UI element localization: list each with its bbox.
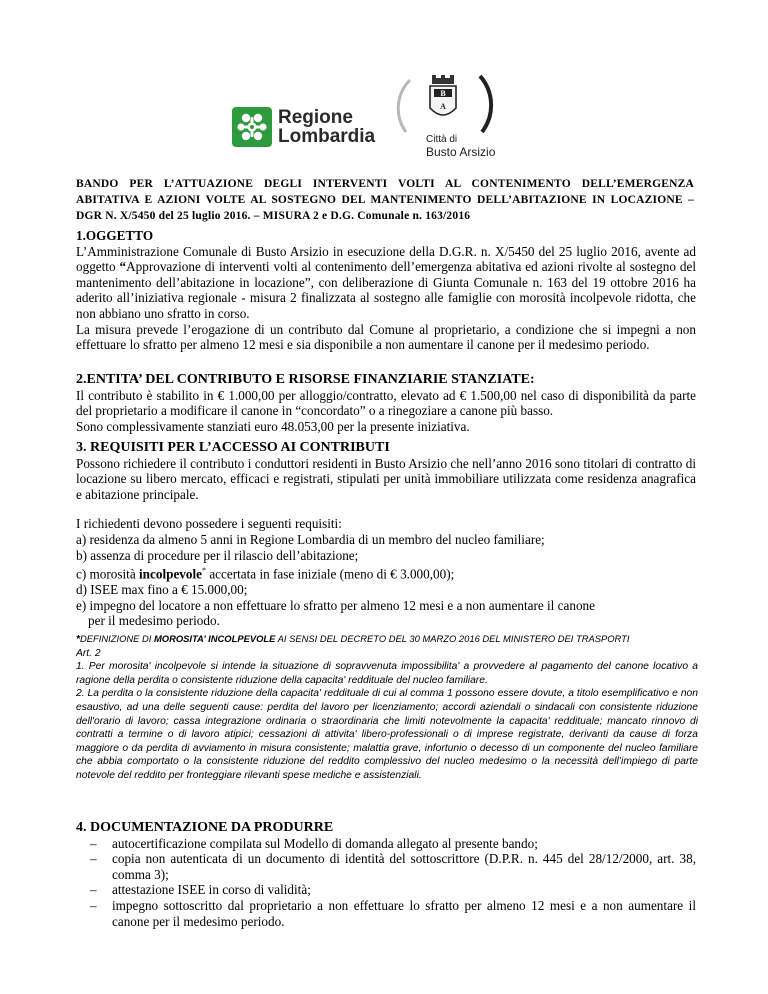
requirement-text: accertata in fase iniziale (meno di € 3.000,00);	[206, 566, 455, 582]
busto-arsizio-label: Busto Arsizio	[426, 145, 496, 159]
definition-note	[76, 632, 698, 783]
note-paragraph: 2. La perdita o la consistente riduzione della capacita' reddituale di cui al comma 1 possono essere dovute, a titolo esemplificativo e non esaustivo, ad una delle seguenti cause: perdita del lavoro per licenziamento; accordi aziendali o sindacali con consistente riduzione dell'orario di lavoro; cassa integrazione ordinaria o straordinaria che limiti notevolmente la capacita' reddituale; mancato rinnovo di contratti a termine o di lavoro atipici; cessazioni di attivita' libero-professionali o di imprese registrate, derivanti da cause di forza maggiore o da perdita di avviamento in misura consistente; malattia grave, infortunio o decesso di un componente del nucleo familiare che abbia comportato o la consistente riduzione del reddito complessivo del nucleo medesimo o la necessità dell’impiego di parte notevole del reddito per fronteggiare rilevanti spese mediche e assistenziali.	[76, 688, 698, 781]
requirement-item: e) impegno del locatore a non effettuare lo sfratto per almeno 12 mesi e a non aumentare il canone	[76, 597, 595, 613]
section-heading: 1.OGGETTO	[76, 228, 154, 243]
footnote-marker: *	[202, 566, 207, 576]
busto-arsizio-logo	[388, 72, 508, 160]
busto-crest-icon	[388, 72, 508, 136]
document-item: – copia non autenticata di un documento di identità del sottoscrittore (D.P.R. n. 445 del 28/12/2000, art. 38, comma 3);	[90, 851, 696, 882]
definition-term: MOROSITA’ INCOLPEVOLE	[153, 633, 276, 644]
definition-source: AI SENSI DEL DECRETO DEL 30 MARZO 2016 DEL MINISTERO DEI TRASPORTI	[275, 633, 630, 644]
regione-label: Regione	[278, 107, 353, 128]
note-paragraph: 1. Per morosita' incolpevole si intende la situazione di sopravvenuta impossibilita' a provvedere al pagamento del canone locativo a ragione della perdita o consistente riduzione della capacita' reddituale del nucleo familiare.	[76, 661, 698, 686]
paragraph: La misura prevede l’erogazione di un contributo dal Comune al proprietario, a condizione che si impegni a non effettuare lo sfratto per almeno 12 mesi e sia disponibile a non aumentare il canone per il medesimo periodo.	[76, 321, 696, 353]
regione-lombardia-wordmark	[278, 108, 375, 146]
section-oggetto	[76, 228, 696, 353]
section-heading: 3. REQUISITI PER L’ACCESSO AI CONTRIBUTI	[76, 440, 390, 455]
paragraph: Possono richiedere il contributo i conduttori residenti in Busto Arsizio che nell’anno 2016 sono titolari di contratto di locazione su libero mercato, efficaci e registrati, stipulati per unità immobiliare utilizzata come residenza anagrafica e abitazione principale.	[76, 455, 696, 502]
requirement-text: c) morosità	[76, 566, 139, 582]
busto-arsizio-wordmark	[426, 134, 495, 158]
section-heading: 2.ENTITA’ DEL CONTRIBUTO E RISORSE FINANZIARIE STANZIATE:	[76, 372, 535, 387]
definition-heading	[76, 632, 698, 647]
documents-list	[76, 836, 696, 930]
definition-label: DEFINIZIONE DI	[80, 633, 154, 644]
svg-text:A: A	[440, 102, 446, 111]
requirement-item: b) assenza di procedure per il rilascio dell’abitazione;	[76, 547, 359, 563]
document-title: BANDO PER L’ATTUAZIONE DEGLI INTERVENTI VOLTI AL CONTENIMENTO DELL’EMERGENZA ABITATIVA E AZIONI VOLTE AL SOSTEGNO DEL MANTENIMENTO DELL’ABITAZIONE IN LOCAZIONE – DGR N. X/5450 del 25 luglio 2016. – MISURA 2 e D.G. Comunale n. 163/2016	[76, 178, 694, 222]
regione-lombardia-logo	[232, 107, 382, 147]
section-heading: 4. DOCUMENTAZIONE DA PRODURRE	[76, 820, 334, 835]
requirements-intro: I richiedenti devono possedere i seguenti requisiti:	[76, 516, 342, 532]
document-item: – impegno sottoscritto dal proprietario a non effettuare lo sfratto per almeno 12 mesi e a non aumentare il canone per il medesimo periodo.	[90, 898, 696, 929]
paragraph: Sono complessivamente stanziati euro 48.053,00 per la presente iniziativa.	[76, 418, 470, 434]
paragraph	[76, 244, 696, 322]
requirement-bold: incolpevole	[139, 566, 203, 582]
requirement-item: d) ISEE max fino a € 15.000,00;	[76, 582, 248, 598]
quote-mark: “	[119, 259, 127, 275]
document-item: – attestazione ISEE in corso di validità;	[90, 882, 696, 898]
citta-di-label: Città di	[426, 134, 458, 145]
paragraph-text: L’Amministrazione Comunale di Busto Arsizio in esecuzione della D.G.R. n. X/5450 del 25 luglio 2016, avente ad oggetto	[76, 243, 696, 275]
paragraph-text: Approvazione di interventi volti al contenimento dell’emergenza abitativa ed azioni rivolte al sostegno del mantenimento dell’abitazione in locazione”, con deliberazione di Giunta Comunale n. 163 del 19 ottobre 2016 ha aderito all’iniziativa regionale - misura 2 finalizzata al sostegno alle famiglie con morosità incolpevole ridotta, che non abbiano uno sfratto in corso.	[76, 259, 696, 321]
svg-text:B: B	[440, 89, 446, 98]
requirement-item: a) residenza da almeno 5 anni in Regione Lombardia di un membro del nucleo familiare;	[76, 531, 545, 547]
footnote-marker: *	[76, 634, 81, 645]
lombardia-label: Lombardia	[278, 126, 376, 147]
section-entita-contributo	[76, 372, 696, 434]
paragraph: Il contributo è stabilito in € 1.000,00 per alloggio/contratto, elevato ad € 1.500,00 nel caso di disponibilità da parte del proprietario a modificare il canone in “concordato” o a rinegoziare a canone più basso.	[76, 387, 696, 419]
regione-lombardia-rose-icon	[232, 107, 272, 147]
requirement-item	[76, 563, 696, 582]
document-item: – autocertificazione compilata sul Modello di domanda allegato al presente bando;	[90, 836, 696, 852]
requirements-list	[76, 516, 696, 629]
section-documentazione	[76, 820, 696, 929]
article-number: Art. 2	[76, 647, 101, 659]
section-requisiti	[76, 440, 696, 629]
requirement-item-continued: per il medesimo periodo.	[88, 613, 220, 629]
